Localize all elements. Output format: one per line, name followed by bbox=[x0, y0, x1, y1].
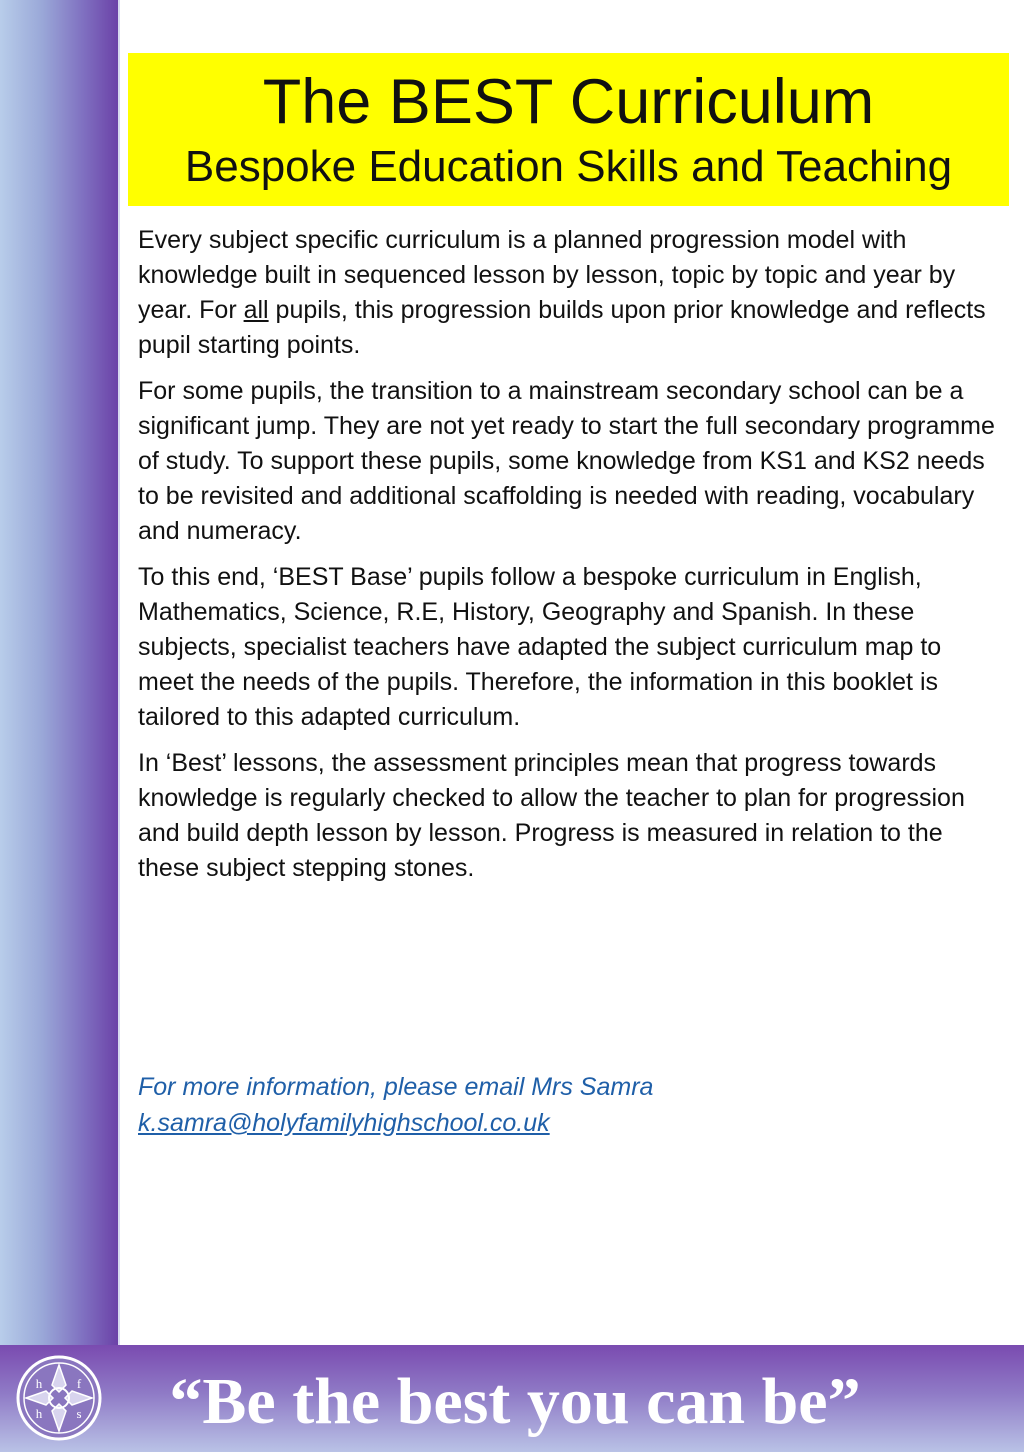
logo-letter-2: f bbox=[76, 1376, 82, 1391]
contact-line: For more information, please email Mrs Samra bbox=[138, 1073, 654, 1101]
logo-letter-4: s bbox=[76, 1406, 82, 1421]
paragraph-1 bbox=[138, 223, 998, 363]
school-logo bbox=[16, 1355, 102, 1441]
logo-letter-1: h bbox=[35, 1376, 43, 1391]
left-bar-edge bbox=[118, 0, 120, 1345]
underlined-word: all bbox=[243, 296, 269, 324]
paragraph-2: For some pupils, the transition to a mainstream secondary school can be a significant jump. They are not yet ready to start the full secondary programme of study. To support these pupils, some knowledge from KS1 and KS2 needs to be revisited and additional scaffolding is needed with reading, vocabulary and numeracy. bbox=[138, 377, 995, 545]
paragraph-4: In ‘Best’ lessons, the assessment principles mean that progress towards knowledge is regularly checked to allow the teacher to plan for progression and build depth lesson by lesson. Progress is measured in relation to the these subject stepping stones. bbox=[138, 749, 965, 882]
page-subtitle: Bespoke Education Skills and Teaching bbox=[184, 142, 953, 191]
logo-letter-3: h bbox=[35, 1406, 43, 1421]
contact-info bbox=[138, 1069, 998, 1141]
title-banner bbox=[128, 53, 1009, 206]
paragraph-3: To this end, ‘BEST Base’ pupils follow a bespoke curriculum in English, Mathematics, Science, R.E, History, Geography and Spanish. In these subjects, specialist teachers have adapted the subject curriculum map to meet the needs of the pupils. Therefore, the information in this booklet is tailored to this adapted curriculum. bbox=[138, 563, 942, 731]
body-text bbox=[138, 223, 998, 897]
left-gradient-bar bbox=[0, 0, 120, 1345]
email-link[interactable]: k.samra@holyfamilyhighschool.co.uk bbox=[138, 1109, 550, 1137]
page-title: The BEST Curriculum bbox=[262, 67, 875, 137]
paragraph-1-start: Every subject specific curriculum is a planned progression model with knowledge built in sequenced lesson by lesson, topic by topic and year by year. For bbox=[138, 226, 956, 324]
footer-motto: “Be the best you can be” bbox=[169, 1365, 861, 1438]
paragraph-1-end: pupils, this progression builds upon prior knowledge and reflects pupil starting points. bbox=[138, 296, 986, 359]
